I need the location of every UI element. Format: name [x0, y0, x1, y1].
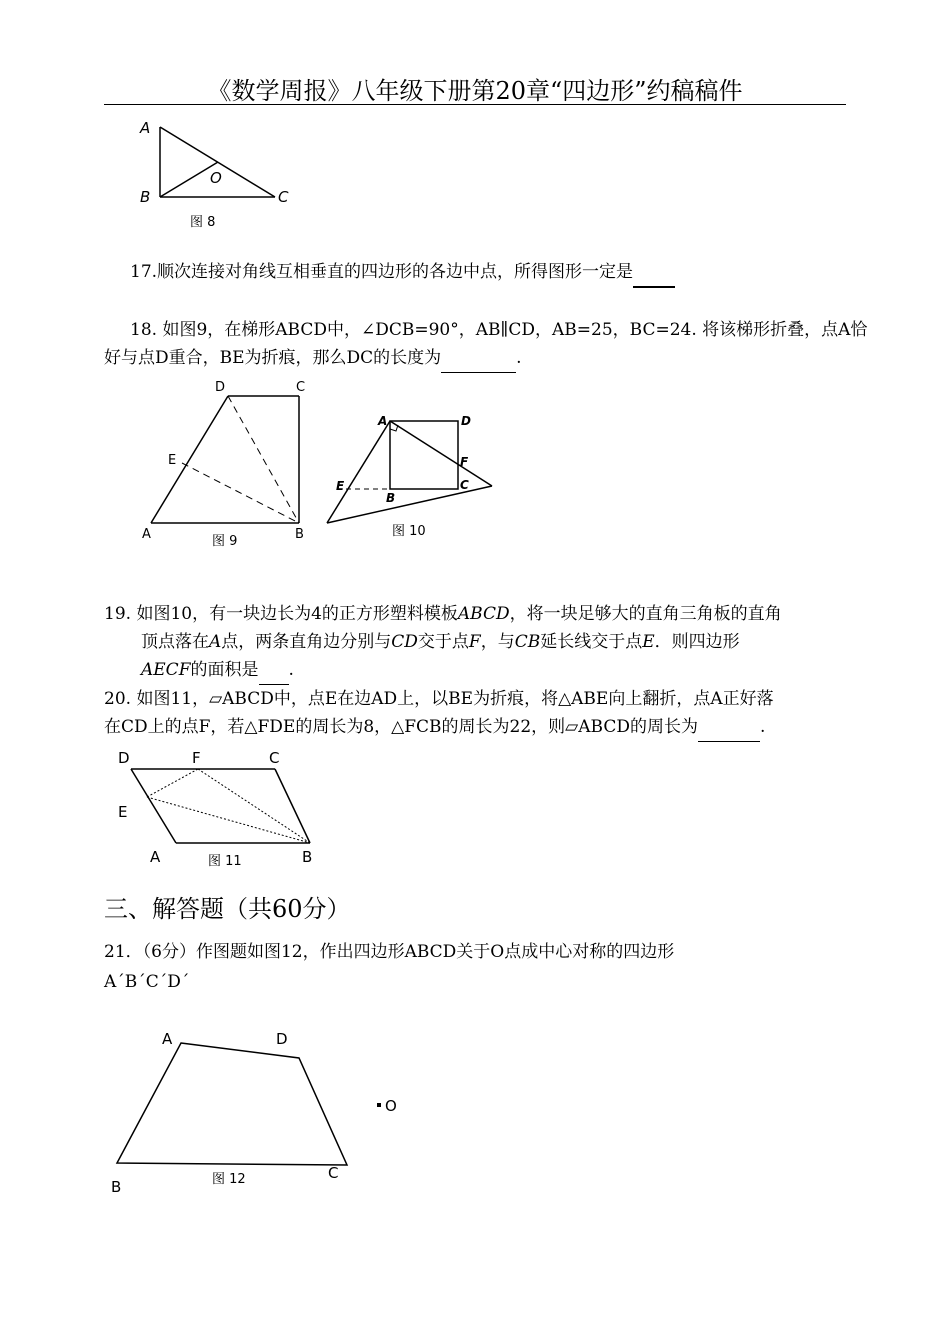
q19-text-7: 延长线交于点 — [540, 632, 643, 652]
q19-var-abcd: ABCD — [457, 604, 510, 624]
q19-var-f: F — [468, 632, 481, 652]
figure-10 — [322, 408, 502, 543]
figure-9 — [130, 375, 320, 550]
fig9-caption: 图 9 — [212, 534, 238, 549]
q18-period: . — [516, 348, 522, 368]
fig12-label-b: B — [111, 1178, 122, 1196]
fig10-label-a: A — [378, 414, 388, 428]
fig9-label-a: A — [142, 527, 151, 542]
question-17 — [130, 258, 675, 288]
q19-text-9: 的面积是 — [190, 660, 259, 680]
q19-text-8: ．则四边形 — [654, 632, 740, 652]
fig12-caption: 图 12 — [212, 1172, 246, 1187]
fig12-label-o: O — [385, 1097, 397, 1115]
fig8-label-a: A — [140, 119, 151, 137]
fig11-side-ad — [131, 769, 176, 843]
q19-line1 — [104, 600, 782, 628]
q20-line2-text: 在CD上的点F，若△FDE的周长为8，△FCB的周长为22，则▱ABCD的周长为 — [104, 717, 698, 737]
fig9-label-c: C — [296, 380, 306, 395]
q19-answer-blank[interactable] — [259, 656, 289, 685]
q17-answer-blank[interactable] — [633, 258, 675, 288]
fig11-label-e: E — [118, 803, 128, 821]
fig11-label-a: A — [150, 848, 161, 866]
fig9-dashed-db — [228, 396, 299, 523]
q19-var-aecf: AECF — [141, 660, 191, 680]
q19-text-1: 19. 如图10，有一块边长为4的正方形塑料模板 — [104, 604, 458, 624]
fig10-square-abcd — [390, 421, 458, 489]
fig10-label-c: C — [460, 478, 469, 492]
fig9-label-d: D — [215, 380, 226, 395]
fig12-quadrilateral-abcd — [117, 1043, 347, 1165]
q20-line1: 20. 如图11，▱ABCD中，点E在边AD上，以BE为折痕，将△ABE向上翻折，点A正好落 — [104, 689, 774, 709]
fig12-label-a: A — [162, 1030, 173, 1048]
q21-line1: 21．（6分）作图题如图12，作出四边形ABCD关于O点成中心对称的四边形 — [104, 942, 675, 962]
q19-period: . — [288, 660, 294, 680]
fig9-side-ad — [151, 396, 228, 523]
q19-var-cb: CB — [514, 632, 541, 652]
fig11-label-d: D — [118, 749, 130, 767]
fig9-label-b: B — [295, 527, 304, 542]
fig10-label-e: E — [336, 479, 345, 493]
fig11-label-f: F — [192, 749, 201, 767]
q18-answer-blank[interactable] — [441, 344, 516, 373]
fig9-dashed-eb — [182, 463, 299, 523]
q20-line2 — [104, 713, 765, 742]
section-3-title: 三、解答题（共60分） — [104, 895, 351, 923]
q19-text-3: 顶点落在 — [141, 632, 209, 652]
fig11-label-c: C — [269, 749, 280, 767]
q18-line1: 18. 如图9，在梯形ABCD中，∠DCB=90°，AB∥CD，AB=25，BC=24. 将该梯形折叠，点A恰 — [130, 320, 868, 340]
fig8-label-b: B — [140, 188, 151, 206]
q19-var-e: E — [642, 632, 655, 652]
figure-11 — [110, 745, 325, 870]
q19-text-5: 交于点 — [417, 632, 469, 652]
q19-var-a: A — [209, 632, 222, 652]
fig11-caption: 图 11 — [208, 854, 242, 869]
fig12-label-c: C — [328, 1164, 339, 1182]
fig12-point-o — [377, 1103, 381, 1107]
q21-line2: A´B´C´D´ — [104, 972, 190, 992]
q19-line2 — [141, 628, 740, 656]
q18-line2-text: 好与点D重合，BE为折痕，那么DC的长度为 — [104, 348, 442, 368]
fig9-label-e: E — [168, 453, 177, 468]
q19-line3 — [141, 656, 294, 685]
q19-text-4: 点，两条直角边分别与 — [221, 632, 392, 652]
header-rule — [104, 104, 846, 105]
fig10-line-ae — [327, 421, 390, 523]
q17-text: 17.顺次连接对角线互相垂直的四边形的各边中点，所得图形一定是 — [130, 262, 634, 282]
fig12-label-d: D — [276, 1030, 288, 1048]
q19-text-6: ，与 — [480, 632, 515, 652]
page-header-title: 《数学周报》八年级下册第20章“四边形”约稿稿件 — [207, 77, 743, 105]
fig8-caption: 图 8 — [190, 215, 216, 230]
fig10-line-af — [390, 421, 492, 486]
q20-period: . — [759, 717, 766, 737]
fig10-label-f: F — [460, 455, 469, 469]
figure-12 — [100, 1020, 420, 1205]
fig10-label-d: D — [461, 414, 471, 428]
fig10-label-b: B — [386, 491, 396, 505]
q20-answer-blank[interactable] — [698, 713, 760, 742]
fig11-label-b: B — [302, 848, 313, 866]
q19-text-2: ，将一块足够大的直角三角板的直角 — [509, 604, 782, 624]
q19-var-cd: CD — [391, 632, 418, 652]
fig8-label-c: C — [278, 188, 289, 206]
figure-8 — [130, 115, 300, 235]
fig8-label-o: O — [210, 169, 222, 187]
fig11-dotted-ef — [147, 769, 198, 797]
fig10-caption: 图 10 — [392, 524, 426, 539]
q18-line2 — [104, 344, 522, 373]
